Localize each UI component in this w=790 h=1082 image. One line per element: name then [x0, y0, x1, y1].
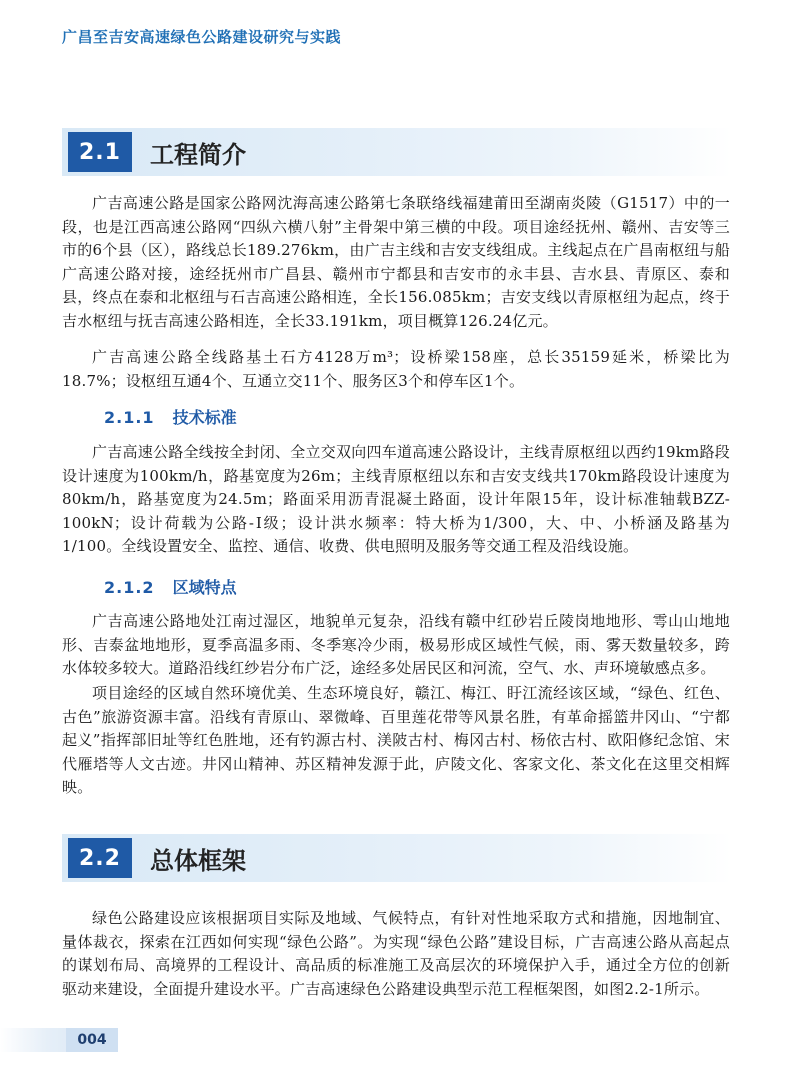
body-paragraph: 广吉高速公路全线路基土石方4128万m³；设桥梁158座，总长35159延米，桥梁比为18.7%；设枢纽互通4个、互通立交11个、服务区3个和停车区1个。 — [62, 348, 730, 390]
body-paragraph: 广吉高速公路地处江南过湿区，地貌单元复杂，沿线有赣中红砂岩丘陵岗地地形、雩山山地地形、吉泰盆地地形，夏季高温多雨、冬季寒冷少雨，极易形成区域性气候，雨、雾天数量较多，跨水体较多较大。道路沿线红纱岩分布广泛，途经多处居民区和河流，空气、水、声环境敏感点多。 — [62, 612, 730, 677]
body-paragraph: 广吉高速公路全线按全封闭、全立交双向四车道高速公路设计，主线青原枢纽以西约19km路段设计速度为100km/h，路基宽度为26m；主线青原枢纽以东和吉安支线共170km路段设计速度为80km/h，路基宽度为24.5m；路面采用沥青混凝土路面，设计年限15年，设计标准轴载BZZ-100kN；设计荷载为公路-Ⅰ级；设计洪水频率：特大桥为1/300，大、中、小桥涵及路基为1/100。全线设置安全、监控、通信、收费、供电照明及服务等交通工程及沿线设施。 — [62, 443, 730, 555]
running-header: 广昌至吉安高速绿色公路建设研究与实践 — [62, 28, 342, 46]
section-title: 工程简介 — [150, 140, 246, 169]
section-number: 2.1 — [68, 132, 132, 172]
body-paragraph: 项目途经的区域自然环境优美、生态环境良好，赣江、梅江、盱江流经该区域，“绿色、红色、古色”旅游资源丰富。沿线有青原山、翠微峰、百里莲花带等风景名胜，有革命摇篮井冈山、“宁都起义”指挥部旧址等红色胜地，还有钓源古村、渼陂古村、梅冈古村、杨依古村、欧阳修纪念馆、宋代雁塔等人文古迹。井冈山精神、苏区精神发源于此，庐陵文化、客家文化、茶文化在这里交相辉映。 — [62, 684, 730, 796]
subsection-heading-2-1-2 — [104, 575, 237, 598]
page-number: 004 — [66, 1028, 118, 1052]
body-paragraph: 广吉高速公路是国家公路网沈海高速公路第七条联络线福建莆田至湖南炎陵（G1517）中的一段，也是江西高速公路网“四纵六横八射”主骨架中第三横的中段。项目途经抚州、赣州、吉安等三市的6个县（区），路线总长189.276km，由广吉主线和吉安支线组成。主线起点在广昌南枢纽与船广高速公路对接，途经抚州市广昌县、赣州市宁都县和吉安市的永丰县、吉水县、青原区、泰和县，终点在泰和北枢纽与石吉高速公路相连，全长156.085km；吉安支线以青原枢纽为起点，终于吉水枢纽与抚吉高速公路相连，全长33.191km，项目概算126.24亿元。 — [62, 194, 730, 330]
subsection-title: 技术标准 — [172, 408, 237, 427]
section-title: 总体框架 — [150, 846, 246, 875]
section-number: 2.2 — [68, 838, 132, 878]
subsection-number: 2.1.2 — [104, 578, 155, 597]
section-heading-2-1 — [62, 128, 732, 176]
subsection-title: 区域特点 — [172, 578, 237, 597]
subsection-number: 2.1.1 — [104, 408, 155, 427]
subsection-heading-2-1-1 — [104, 405, 237, 428]
section-heading-2-2 — [62, 834, 732, 882]
body-paragraph: 绿色公路建设应该根据项目实际及地域、气候特点，有针对性地采取方式和措施，因地制宜、量体裁衣，探索在江西如何实现“绿色公路”。为实现“绿色公路”建设目标，广吉高速公路从高起点的谋划布局、高境界的工程设计、高品质的标准施工及高层次的环境保护入手，通过全方位的创新驱动来建设，全面提升建设水平。广吉高速绿色公路建设典型示范工程框架图，如图2.2-1所示。 — [62, 909, 730, 998]
